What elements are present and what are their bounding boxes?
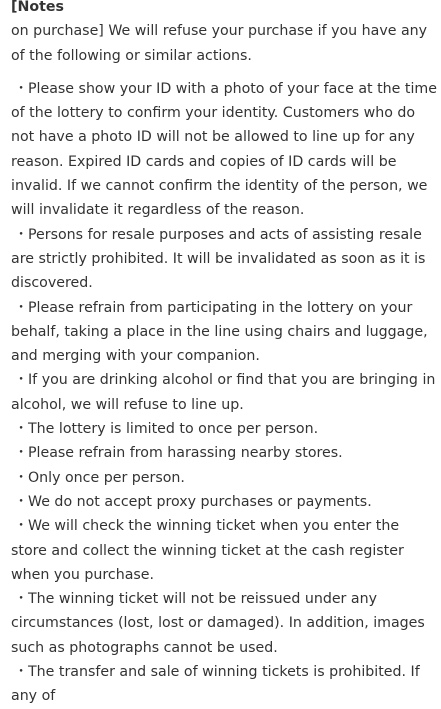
bullet-icon: ・ — [14, 664, 29, 681]
bullet-icon: ・ — [14, 80, 29, 97]
notes-item-text: Please show your ID with a photo of your face at the time of the lottery to confirm your identity. Customers who do not have a photo ID will not be allowed to line up for any reason. Expired ID cards and copies of ID cards will be invalid. If we cannot confirm the identity of the person, we will invalidate it regardless of the reason. — [11, 80, 437, 219]
notes-item-text: Persons for resale purposes and acts of assisting resale are strictly prohibited. It will be invalidated as soon as it is discovered. — [11, 226, 426, 292]
bullet-icon: ・ — [14, 518, 29, 535]
notes-item — [11, 223, 439, 296]
notes-item-text: The winning ticket will not be reissued under any circumstances (lost, lost or damaged). In addition, images such as photographs cannot be used. — [11, 591, 425, 656]
bullet-icon: ・ — [14, 299, 29, 316]
bullet-icon: ・ — [14, 445, 29, 462]
bullet-icon: ・ — [14, 226, 29, 243]
bullet-icon: ・ — [14, 421, 29, 438]
notes-item-text: Please refrain from harassing nearby stores. — [28, 445, 343, 462]
bullet-icon: ・ — [14, 591, 29, 608]
notes-item — [11, 417, 439, 441]
section-gap — [11, 68, 439, 77]
notes-item-text: The lottery is limited to once per person. — [28, 421, 319, 438]
notes-item — [11, 368, 439, 417]
bullet-icon: ・ — [14, 372, 29, 389]
notes-item-text: Please refrain from participating in the lottery on your behalf, taking a place in the line using chairs and luggage, and merging with your companion. — [11, 299, 428, 365]
notes-intro: on purchase] We will refuse your purchase if you have any of the following or similar actions. — [11, 23, 428, 64]
notes-item — [11, 296, 439, 369]
notes-item — [11, 514, 439, 587]
notes-item-text: We do not accept proxy purchases or payments. — [28, 493, 372, 510]
notes-item-text: Only once per person. — [28, 469, 185, 486]
bullet-icon: ・ — [14, 469, 29, 486]
notes-item-text: The transfer and sale of winning tickets is prohibited. If any of — [11, 664, 420, 705]
notes-heading: [Notes — [11, 0, 64, 15]
notes-item — [11, 77, 439, 223]
bullet-icon: ・ — [14, 493, 29, 510]
notes-item-text: If you are drinking alcohol or find that you are bringing in alcohol, we will refuse to line up. — [11, 372, 436, 413]
notes-item — [11, 490, 439, 514]
notes-item — [11, 660, 439, 709]
notes-item — [11, 587, 439, 660]
notes-item — [11, 466, 439, 490]
notes-item — [11, 441, 439, 465]
purchase-notes — [11, 0, 439, 709]
notes-item-text: We will check the winning ticket when you enter the store and collect the winning ticket at the cash register when you purchase. — [11, 518, 404, 583]
